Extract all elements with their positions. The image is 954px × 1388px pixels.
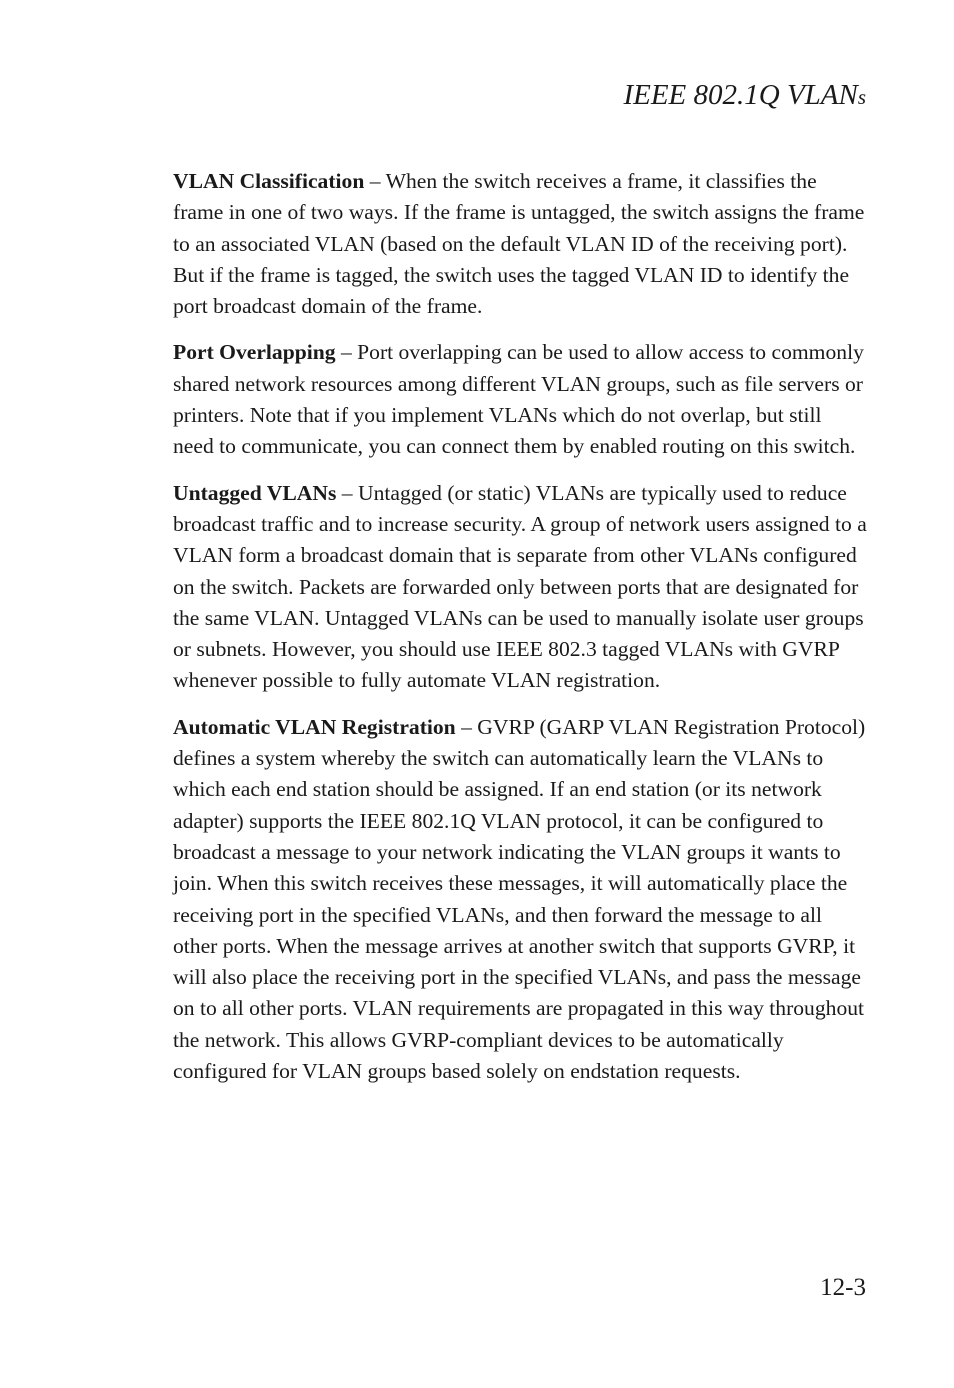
paragraph-text: – GVRP (GARP VLAN Registration Protocol) defines a system whereby the switch can automatically learn the VLANs to which each end station should be assigned. If an end station (or its network adapter) supports the IEEE 802.1Q VLAN protocol, it can be configured to broadcast a message to your network indicating the VLAN groups it wants to join. When this switch receives these messages, it will automatically place the receiving port in the specified VLANs, and then forward the message to all other ports. When the message arrives at another switch that supports GVRP, it will also place the receiving port in the specified VLANs, and pass the message on to all other ports. VLAN requirements are propagated in this way throughout the network. This allows GVRP-compliant devices to be automatically configured for VLAN groups based solely on endstation requests. — [173, 714, 866, 1084]
paragraph-vlan-classification — [173, 166, 867, 322]
paragraph-automatic-vlan-registration — [173, 712, 867, 1088]
paragraph-untagged-vlans — [173, 478, 867, 697]
paragraph-text: – Untagged (or static) VLANs are typically used to reduce broadcast traffic and to increase security. A group of network users assigned to a VLAN form a broadcast domain that is separate from other VLANs configured on the switch. Packets are forwarded only between ports that are designated for the same VLAN. Untagged VLANs can be used to manually isolate user groups or subnets. However, you should use IEEE 802.3 tagged VLANs with GVRP whenever possible to fully automate VLAN registration. — [173, 480, 867, 693]
term-untagged-vlans: Untagged VLANs — [173, 480, 337, 505]
term-vlan-classification: VLAN Classification — [173, 169, 365, 193]
term-port-overlapping: Port Overlapping — [173, 340, 336, 365]
term-automatic-vlan-registration: Automatic VLAN Registration — [173, 714, 456, 739]
running-header — [623, 78, 866, 113]
page-number: 12-3 — [820, 1274, 866, 1301]
paragraph-text: – When the switch receives a frame, it classifies the frame in one of two ways. If the frame is untagged, the switch assigns the frame to an associated VLAN (based on the default VLAN ID of the receiving port). But if the frame is tagged, the switch uses the tagged VLAN ID to identify the port broadcast domain of the frame. — [173, 169, 865, 319]
running-header-title: IEEE 802.1Q VLAN — [623, 79, 858, 111]
body-text — [173, 166, 867, 1102]
paragraph-port-overlapping — [173, 337, 867, 462]
paragraph-text: – Port overlapping can be used to allow access to commonly shared network resources among different VLAN groups, such as file servers or printers. Note that if you implement VLANs which do not overlap, but still need to communicate, you can connect them by enabled routing on this switch. — [173, 340, 864, 459]
running-header-title-suffix: s — [857, 85, 866, 109]
